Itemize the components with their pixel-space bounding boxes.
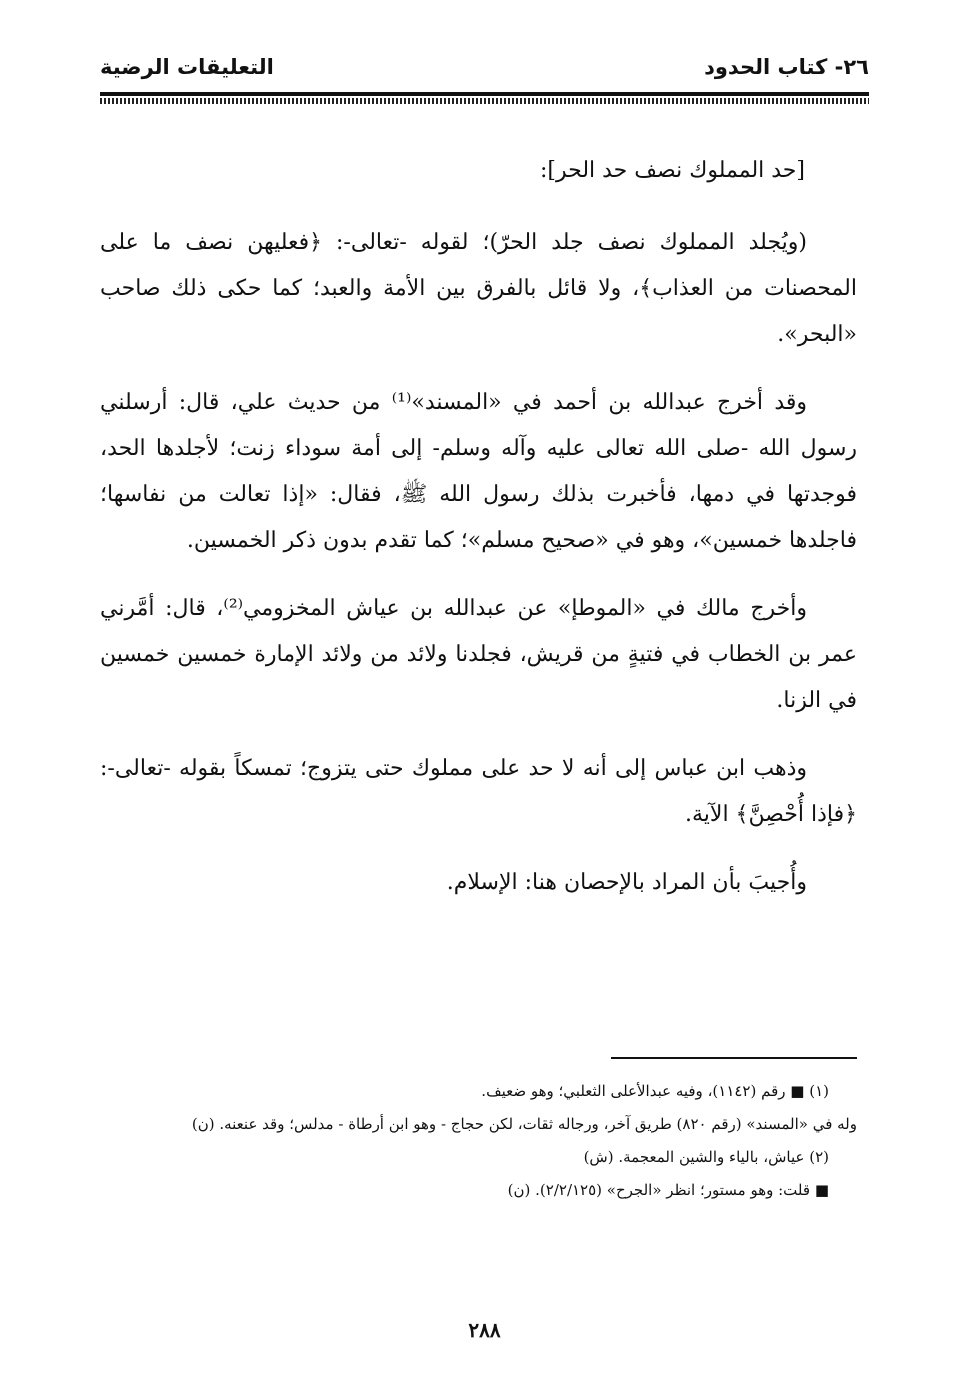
paragraph: وأخرج مالك في «الموطإ» عن عبدالله بن عياش المخزومي⁽²⁾، قال: أمَّرني عمر بن الخطاب في فتيةٍ من قريش، فجلدنا ولائد من ولائد الإمارة خمسين خمسين في الزنا. (100, 596, 857, 713)
footnote-separator (611, 1057, 857, 1059)
chapter-title: ٢٦- كتاب الحدود (704, 55, 869, 79)
footnote-2: (٢) عياش، بالياء والشين المعجمة. (ش) (583, 1148, 829, 1166)
header-rule (100, 92, 869, 96)
section-heading: [حد المملوك نصف حد الحر]: (539, 158, 805, 183)
footnote-1-continuation: وله في «المسند» (رقم ٨٢٠) طريق آخر، ورجاله ثقات، لكن حجاج - وهو ابن أرطاة - مدلس؛ وقد عنعنه. (ن) (191, 1115, 857, 1133)
paragraph: وأُجيبَ بأن المراد بالإحصان هنا: الإسلام. (446, 870, 807, 895)
footnote-2-note: ■ قلت: وهو مستور؛ انظر «الجرح» (٢/٢/١٢٥). (ن) (507, 1181, 829, 1199)
running-header (100, 55, 869, 79)
paragraph: وذهب ابن عباس إلى أنه لا حد على مملوك حتى يتزوج؛ تمسكاً بقوله -تعالى-: ﴿فإذا أُحْصِنَّ﴾ الآية. (100, 756, 857, 827)
book-title: التعليقات الرضية (100, 55, 274, 79)
footnotes (100, 1075, 857, 1207)
header-ornament-rule (100, 98, 869, 104)
footnote-1: (١) ■ رقم (١١٤٢)، وفيه عبدالأعلى الثعلبي؛ وهو ضعيف. (481, 1082, 829, 1100)
page-number: ٢٨٨ (468, 1318, 501, 1342)
paragraph: (ويُجلد المملوك نصف جلد الحرّ)؛ لقوله -تعالى-: ﴿فعليهن نصف ما على المحصنات من العذاب﴾، ولا قائل بالفرق بين الأمة والعبد؛ كما حكى ذلك صاحب «البحر». (100, 230, 857, 347)
paragraph: وقد أخرج عبدالله بن أحمد في «المسند»⁽¹⁾ من حديث علي، قال: أرسلني رسول الله -صلى الله تعالى عليه وآله وسلم- إلى أمة سوداء زنت؛ لأجلدها الحد، فوجدتها في دمها، فأخبرت بذلك رسول الله ﷺ، فقال: «إذا تعالت من نفاسها؛ فاجلدها خمسين»، وهو في «صحيح مسلم»؛ كما تقدم بدون ذكر الخمسين. (100, 390, 858, 553)
main-text (100, 148, 857, 928)
